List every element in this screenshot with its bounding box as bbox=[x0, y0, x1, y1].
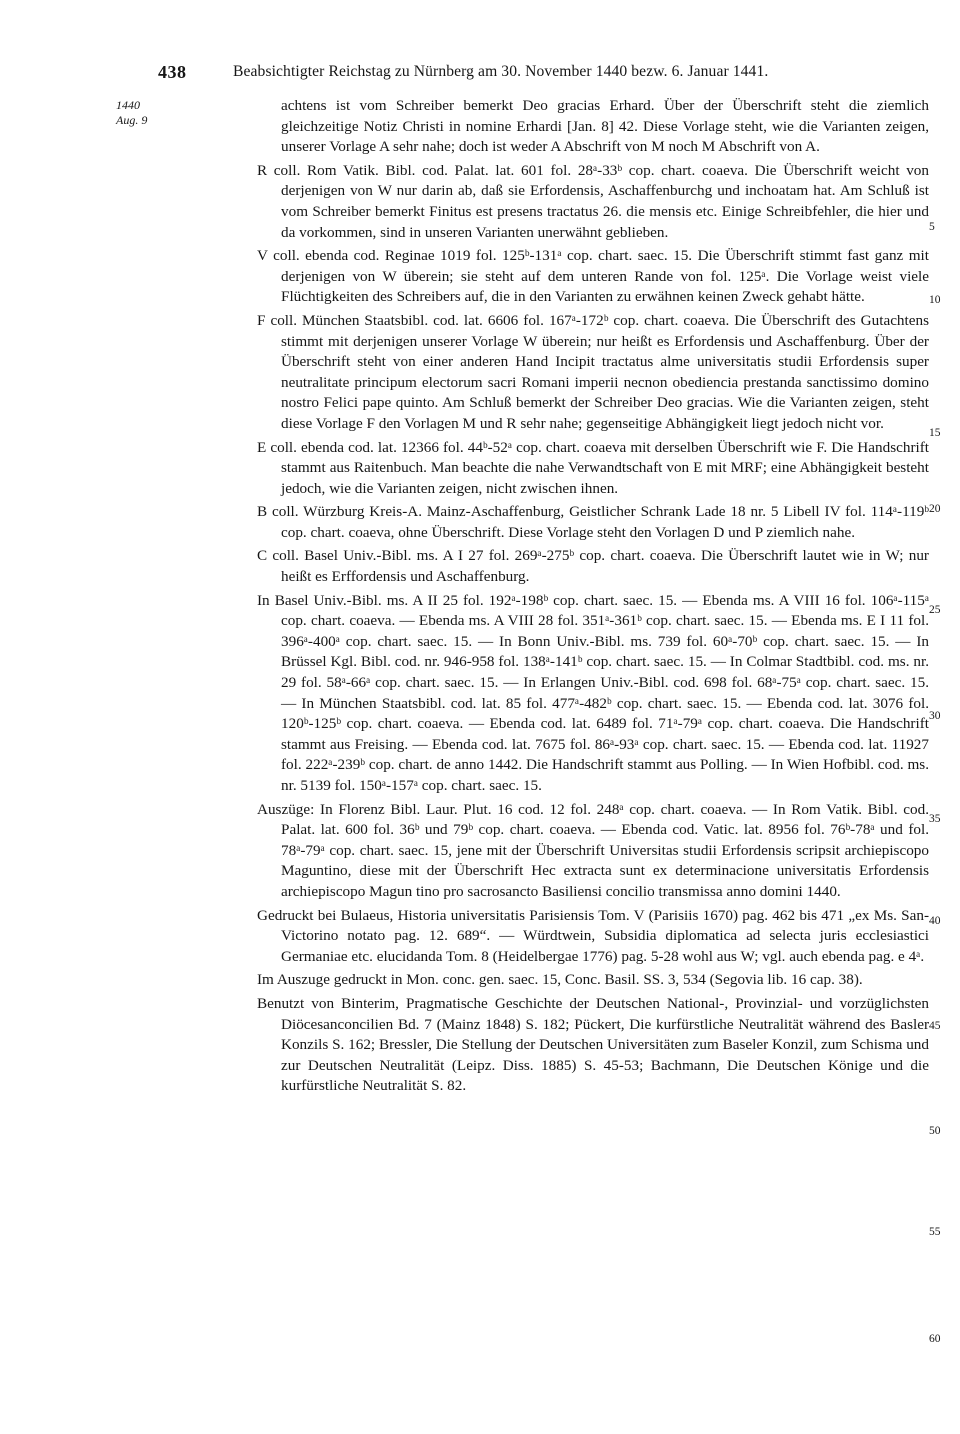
main-text bbox=[257, 96, 929, 1100]
paragraph-source-e: E coll. ebenda cod. lat. 12366 fol. 44ᵇ-52ᵃ cop. chart. coaeva mit derselben Überschrift wie F. Die Handschrift stammt aus Raitenbuch. Man beachte die nahe Verwandtschaft von E mit MRF; eine Abhängigkeit besteht jedoch, wie die Varianten zeigen, nicht zwischen ihnen. bbox=[257, 438, 929, 497]
paragraph-source-v: V coll. ebenda cod. Reginae 1019 fol. 125ᵇ-131ᵃ cop. chart. saec. 15. Die Überschrift stimmt fast ganz mit derjenigen von W überein; sie steht auf dem unteren Rande von fol. 125ᵃ. Die Vorlage weist viele Flüchtigkeiten des Schreibers auf, die in den Varianten zu erwähnen keinen Zweck gehabt hätte. bbox=[257, 247, 929, 306]
page-number: 438 bbox=[158, 62, 187, 82]
paragraph-printed: Gedruckt bei Bulaeus, Historia universitatis Parisiensis Tom. V (Parisiis 1670) pag. 462 bis 471 „ex Ms. San-Victorino notato pag. 12. 689“. — Würdtwein, Subsidia diplomatica ad selecta juris ecclesiastici Germaniae etc. elucidanda Tom. 8 (Heidelbergae 1776) pag. 5-28 wohl aus W; vgl. auch ebenda pag. e 4ᵃ. bbox=[257, 906, 929, 965]
line-number: 25 bbox=[929, 604, 941, 616]
paragraph-continuation: achtens ist vom Schreiber bemerkt Deo gracias Erhard. Über der Überschrift steht die ziemlich gleichzeitige Notiz Christi in nomine Erhardi [Jan. 8] 42. Diese Vorlage steht, wie die Varianten zeigen, unserer Vorlage A sehr nahe; doch ist weder A Abschrift von M noch M Abschrift von A. bbox=[281, 97, 929, 156]
line-number: 55 bbox=[929, 1226, 941, 1238]
paragraph-excerpt-printed: Im Auszuge gedruckt in Mon. conc. gen. saec. 15, Conc. Basil. SS. 3, 534 (Segovia lib. 16 cap. 38). bbox=[257, 971, 863, 989]
line-number: 40 bbox=[929, 915, 941, 927]
paragraph-source-f: F coll. München Staatsbibl. cod. lat. 6606 fol. 167ᵃ-172ᵇ cop. chart. coaeva. Die Überschrift des Gutachtens stimmt mit derjenigen unserer Vorlage W überein; nur heißt es Erfordensis und Aschaffenburg. Über der Überschrift steht von einer anderen Hand Incipit tractatus alme universitatis studii Erfordensis super neutralitate principum electorum sacri Romani imperii necnon obediencia prestanda sanctissimo domino nostro Felici pape quinto. Am Schluß bemerkt der Schreiber Deo gracias. Wie die Varianten zeigen, steht diese Vorlage F den Vorlagen M und R sehr nahe; gegenseitige Abhängigkeit liegt jedoch nicht vor. bbox=[257, 311, 929, 432]
line-number: 15 bbox=[929, 427, 941, 439]
line-number: 50 bbox=[929, 1125, 941, 1137]
line-number: 10 bbox=[929, 294, 941, 306]
paragraph-source-b: B coll. Würzburg Kreis-A. Mainz-Aschaffenburg, Geistlicher Schrank Lade 18 nr. 5 Libell IV fol. 114ᵃ-119ᵇ cop. chart. coaeva, ohne Überschrift. Diese Vorlage steht den Vorlagen D und P ziemlich nahe. bbox=[257, 503, 929, 541]
line-number: 60 bbox=[929, 1333, 941, 1345]
paragraph-source-r: R coll. Rom Vatik. Bibl. cod. Palat. lat. 601 fol. 28ᵃ-33ᵇ cop. chart. coaeva. Die Überschrift weicht von derjenigen von W nur darin ab, daß sie Erfordensis, Aschaffenburchg und inchoatam hat. Am Schluß ist vom Schreiber bemerkt Finitus est presens tractatus 26. die mensis etc. Einige Schreibfehler, die hier und da vorkommen, sind in unseren Varianten unerwähnt geblieben. bbox=[257, 161, 929, 241]
paragraph-excerpts: Auszüge: In Florenz Bibl. Laur. Plut. 16 cod. 12 fol. 248ᵃ cop. chart. coaeva. — In Rom Vatik. Bibl. cod. Palat. lat. 600 fol. 36ᵇ und 79ᵇ cop. chart. coaeva. — Ebenda cod. Vatic. lat. 8956 fol. 76ᵇ-78ᵃ und fol. 78ᵃ-79ᵃ cop. chart. saec. 15, jene mit der Überschrift Universitas studii Erfordensis scripsit archiepiscopo Maguntino, diese mit der Überschrift Hec extracta sunt ex determinacione universitatis Erfordensis archiepiscopo Magun tino pro sacrosancto Basiliensi concilio transmissa anno domini 1440. bbox=[257, 800, 929, 900]
paragraph-source-c: C coll. Basel Univ.-Bibl. ms. A I 27 fol. 269ᵃ-275ᵇ cop. chart. coaeva. Die Überschrift lautet wie in W; nur heißt es Erffordensis und Aschaffenburg. bbox=[257, 547, 929, 586]
line-number: 35 bbox=[929, 813, 941, 825]
running-head: Beabsichtigter Reichstag zu Nürnberg am 30. November 1440 bezw. 6. Januar 1441. bbox=[233, 63, 769, 80]
page-header bbox=[0, 62, 960, 88]
line-number: 20 bbox=[929, 503, 941, 515]
margin-year: 1440 bbox=[116, 98, 140, 112]
line-number: 30 bbox=[929, 710, 941, 722]
paragraph-other-copies: In Basel Univ.-Bibl. ms. A II 25 fol. 192ᵃ-198ᵇ cop. chart. saec. 15. — Ebenda ms. A VIII 16 fol. 106ᵃ-115ᵃ cop. chart. coaeva. — Ebenda ms. A VIII 28 fol. 351ᵃ-361ᵇ cop. chart. saec. 15. — Ebenda ms. E I 11 fol. 396ᵃ-400ᵃ cop. chart. saec. 15. — In Bonn Univ.-Bibl. ms. 739 fol. 60ᵃ-70ᵇ cop. chart. saec. 15. — In Brüssel Kgl. Bibl. cod. nr. 946-958 fol. 138ᵃ-141ᵇ cop. chart. saec. 15. — In Colmar Stadtbibl. cod. ms. nr. 29 fol. 58ᵃ-66ᵃ cop. chart. saec. 15. — In Erlangen Univ.-Bibl. cod. 698 fol. 68ᵃ-75ᵃ cop. chart. saec. 15. — In München Staatsbibl. cod. lat. 85 fol. 477ᵃ-482ᵇ cop. chart. saec. 15. — Ebenda cod. lat. 3076 fol. 120ᵇ-125ᵇ cop. chart. coaeva. — Ebenda cod. lat. 6489 fol. 71ᵃ-79ᵃ cop. chart. coaeva. Die Handschrift stammt aus Freising. — Ebenda cod. lat. 7675 fol. 86ᵃ-93ᵃ cop. chart. saec. 15. — Ebenda cod. lat. 11927 fol. 222ᵃ-239ᵇ cop. chart. de anno 1442. Die Handschrift stammt aus Polling. — In Wien Hofbibl. cod. ms. nr. 5139 fol. 150ᵃ-157ᵃ cop. chart. saec. 15. bbox=[257, 591, 929, 794]
paragraph-used-by: Benutzt von Binterim, Pragmatische Geschichte der Deutschen National-, Provinzial- und vorzüglichsten Diöcesanconcilien Bd. 7 (Mainz 1848) S. 182; Pückert, Die kurfürstliche Neutralität während des Basler Konzils S. 162; Bressler, Die Stellung der Deutschen Universitäten zum Baseler Konzil, zum Schisma und zur Deutschen Neutralität (Leipz. Diss. 1885) S. 45-53; Bachmann, Die Deutschen Könige und die kurfürstliche Neutralität S. 82. bbox=[257, 994, 929, 1095]
line-number: 5 bbox=[929, 221, 935, 233]
line-number: 45 bbox=[929, 1020, 941, 1032]
margin-day: Aug. 9 bbox=[116, 113, 148, 127]
margin-date-note bbox=[116, 98, 147, 128]
